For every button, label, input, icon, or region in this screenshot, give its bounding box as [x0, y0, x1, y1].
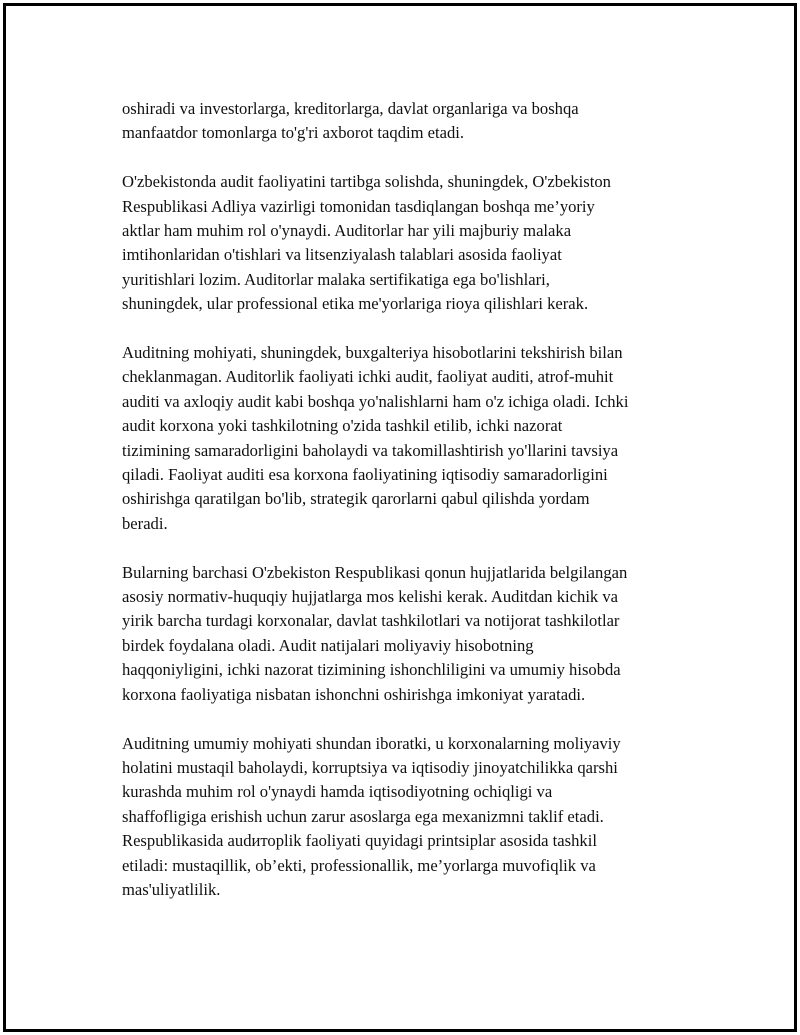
text-line: beradi. [122, 513, 168, 533]
text-line: Bularning barchasi O'zbekiston Respublikasi qonun hujjatlarida belgilangan [122, 562, 628, 582]
text-line: Respublikasida audиторlik faoliyati quyidagi printsiplar asosida tashkil [122, 831, 597, 851]
text-line: oshiradi va investorlarga, kreditorlarga, davlat organlariga va boshqa [122, 99, 579, 118]
text-line: qiladi. Faoliyat auditi esa korxona faoliyatining iqtisodiy samaradorligini [122, 465, 608, 485]
text-line: imtihonlaridan o'tishlari va litsenziyalash talablari asosida faoliyat [122, 245, 562, 265]
paragraph-3 [122, 341, 692, 536]
text-line: Respublikasi Adliya vazirligi tomonidan tasdiqlangan boshqa me’yoriy [122, 196, 595, 216]
paragraph-4 [122, 561, 692, 707]
text-line: manfaatdor tomonlarga to'g'ri axborot taqdim etadi. [122, 123, 465, 143]
text-line: auditi va axloqiy audit kabi boshqa yo'nalishlarni ham o'z ichiga oladi. Ichki [122, 391, 629, 411]
text-line: yuritishlari lozim. Auditorlar malaka sertifikatiga ega bo'lishlari, [122, 269, 550, 289]
text-line: shaffofligiga erishish uchun zarur asoslarga ega mexanizmni taklif etadi. [122, 806, 604, 826]
text-line: mas'uliyatlilik. [122, 879, 221, 899]
text-line: cheklanmagan. Auditorlik faoliyati ichki audit, faoliyat auditi, atrof-muhit [122, 367, 614, 387]
text-line: yirik barcha turdagi korxonalar, davlat tashkilotlari va notijorat tashkilotlar [122, 611, 620, 631]
text-line: tizimining samaradorligini baholaydi va takomillashtirish yo'llarini tavsiya [122, 440, 619, 460]
paragraph-5 [122, 732, 692, 903]
paragraph-2 [122, 170, 692, 316]
document-body [122, 97, 692, 927]
text-line: etiladi: mustaqillik, ob’ekti, professionallik, me’yorlarga muvofiqlik va [122, 855, 596, 875]
text-line: Auditning umumiy mohiyati shundan iboratki, u korxonalarning moliyaviy [122, 733, 621, 753]
text-line: kurashda muhim rol o'ynaydi hamda iqtisodiyotning ochiqligi va [122, 782, 553, 802]
text-line: shuningdek, ular professional etika me'yorlariga rioya qilishlari kerak. [122, 294, 589, 314]
text-line: oshirishga qaratilgan bo'lib, strategik qarorlarni qabul qilishda yordam [122, 489, 590, 509]
text-line: aktlar ham muhim rol o'ynaydi. Auditorlar har yili majburiy malaka [122, 221, 572, 241]
text-line: holatini mustaqil baholaydi, korruptsiya va iqtisodiy jinoyatchilikka qarshi [122, 757, 618, 777]
text-line: korxona faoliyatiga nisbatan ishonchni oshirishga imkoniyat yaratadi. [122, 684, 586, 704]
text-line: O'zbekistonda audit faoliyatini tartibga solishda, shuningdek, O'zbekiston [122, 172, 611, 192]
paragraph-1 [122, 97, 692, 146]
text-line: Auditning mohiyati, shuningdek, buxgalteriya hisobotlarini tekshirish bilan [122, 343, 623, 363]
text-line: audit korxona yoki tashkilotning o'zida tashkil etilib, ichki nazorat [122, 416, 563, 436]
text-line: haqqoniyligini, ichki nazorat tizimining ishonchliligini va umumiy hisobda [122, 660, 621, 680]
text-line: asosiy normativ-huquqiy hujjatlarga mos kelishi kerak. Auditdan kichik va [122, 587, 619, 607]
text-line: birdek foydalana oladi. Audit natijalari moliyaviy hisobotning [122, 635, 534, 655]
page-frame [3, 3, 797, 1032]
